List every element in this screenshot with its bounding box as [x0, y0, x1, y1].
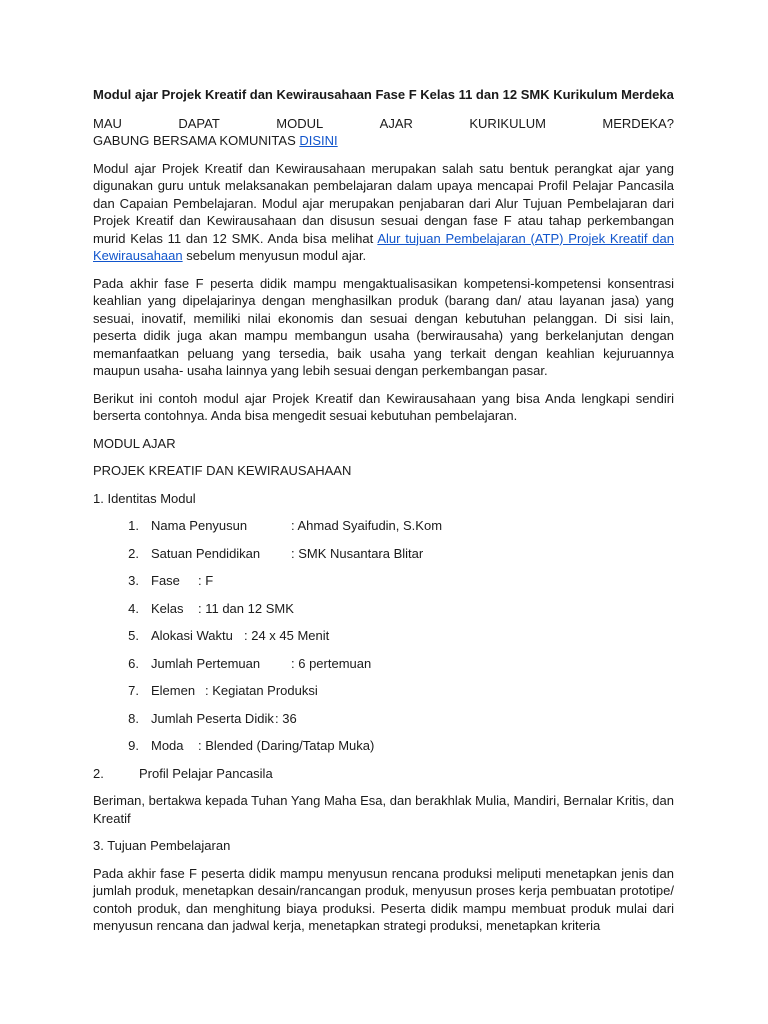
identity-list: [93, 517, 674, 755]
cta-line-2-text: GABUNG BERSAMA KOMUNITAS: [93, 133, 300, 148]
list-number: 1.: [128, 518, 139, 533]
list-item: [93, 600, 674, 618]
list-label: Alokasi Waktu: [151, 628, 233, 643]
list-item: [93, 545, 674, 563]
section-profil-pelajar: [93, 765, 674, 783]
list-label: Moda: [151, 738, 184, 753]
heading-projek: PROJEK KREATIF DAN KEWIRAUSAHAAN: [93, 463, 352, 478]
intro-text: Modul ajar Projek Kreatif dan Kewirausahaan merupakan salah satu bentuk perangkat ajar yang digunakan guru untuk melaksanakan pembelajaran dalam upaya mencapai Profil Pelajar Pancasila dan Capaian Pembelajaran. Modul ajar merupakan penjabaran dari Alur Tujuan Pembelajaran dari Projek Kreatif dan Kewirausahaan dan disusun sesuai dengan fase F atau tahap perkembangan murid Kelas 11 dan 12 SMK. Anda bisa melihat: [93, 160, 674, 246]
list-label: Jumlah Peserta Didik: [151, 710, 274, 726]
cta-word: KURIKULUM: [469, 115, 546, 131]
list-label: Nama Penyusun: [151, 518, 248, 533]
list-number: 4.: [128, 600, 139, 616]
section-identitas-modul: 1. Identitas Modul: [93, 490, 196, 506]
list-value: : Blended (Daring/Tatap Muka): [198, 738, 375, 753]
cta-word: MODUL: [276, 115, 324, 131]
list-value: : SMK Nusantara Blitar: [291, 545, 424, 561]
list-number: 6.: [128, 655, 139, 671]
example-paragraph: Berikut ini contoh modul ajar Projek Kreatif dan Kewirausahaan yang bisa Anda lengkapi sendiri berserta contohnya. Anda bisa mengedit sesuai kebutuhan pembelajaran.: [93, 390, 674, 423]
list-number: 7.: [128, 683, 139, 698]
intro-paragraph: [93, 160, 674, 265]
list-label: Jumlah Pertemuan: [151, 655, 261, 671]
profil-paragraph: Beriman, bertakwa kepada Tuhan Yang Maha Esa, dan berakhlak Mulia, Mandiri, Bernalar Kritis, dan Kreatif: [93, 793, 674, 826]
list-label: Kelas: [151, 600, 184, 616]
list-number: 9.: [128, 738, 139, 753]
cta-word: AJAR: [379, 115, 413, 131]
fase-f-paragraph: Pada akhir fase F peserta didik mampu mengaktualisasikan kompetensi-kompetensi konsentrasi keahlian yang dipelajarinya dengan menghasilkan produk (barang dan/ atau layanan jasa) yang sesuai, inovatif, memiliki nilai ekonomis dan sesuai dengan kebutuhan pelanggan. Di sisi lain, peserta didik juga akan mampu membangun usaha (berwirausaha) yang berkelanjutan dengan memanfaatkan peluang yang tersedia, baik usaha yang terkait dengan keahlian kejuruannya maupun usaha- usaha lainnya yang lebih sesuai dengan perkembangan pasar.: [93, 275, 674, 378]
list-value: : Ahmad Syaifudin, S.Kom: [291, 518, 443, 533]
list-value: : 6 pertemuan: [291, 655, 372, 671]
list-item: [93, 572, 674, 590]
list-number: 5.: [128, 628, 139, 643]
list-item: [93, 737, 674, 755]
list-value: : Kegiatan Produksi: [205, 683, 318, 698]
cta-line-1: [93, 115, 674, 133]
list-value: : 36: [275, 710, 297, 726]
list-value: : 11 dan 12 SMK: [198, 600, 294, 616]
cta-line-2: [93, 132, 674, 150]
cta-word: MERDEKA?: [602, 115, 674, 131]
section-label: Profil Pelajar Pancasila: [139, 765, 273, 781]
atp-link[interactable]: Alur tujuan Pembelajaran (ATP) Projek Kreatif dan Kewirausahaan: [93, 230, 674, 263]
cta-word: MAU: [93, 115, 122, 131]
cta-word: DAPAT: [178, 115, 220, 131]
list-label: Satuan Pendidikan: [151, 545, 261, 561]
list-label: Fase: [151, 573, 180, 588]
section-number: 2.: [93, 765, 104, 781]
document-title: Modul ajar Projek Kreatif dan Kewirausahaan Fase F Kelas 11 dan 12 SMK Kurikulum Merdeka: [93, 87, 674, 102]
list-item: [93, 682, 674, 700]
list-number: 8.: [128, 710, 139, 726]
list-number: 3.: [128, 573, 139, 588]
disini-link[interactable]: DISINI: [299, 133, 338, 148]
list-number: 2.: [128, 545, 139, 561]
list-item: [93, 627, 674, 645]
list-item: [93, 517, 674, 535]
list-item: [93, 710, 674, 728]
section-tujuan-pembelajaran: 3. Tujuan Pembelajaran: [93, 838, 231, 853]
heading-modul-ajar: MODUL AJAR: [93, 435, 176, 451]
community-cta: [93, 115, 674, 150]
list-value: : 24 x 45 Menit: [244, 628, 330, 643]
tujuan-paragraph: Pada akhir fase F peserta didik mampu menyusun rencana produksi meliputi menetapkan jenis dan jumlah produk, menetapkan desain/rancangan produk, menyusun proses kerja pembuatan prototipe/ contoh produk, dan menghitung biaya produksi. Peserta didik mampu membuat produk mulai dari menyusun rencana dan jadwal kerja, menetapkan strategi produksi, menetapkan kriteria: [93, 865, 674, 933]
intro-text-after: sebelum menyusun modul ajar.: [182, 248, 367, 263]
list-value: : F: [198, 573, 214, 588]
list-label: Elemen: [151, 683, 196, 698]
list-item: [93, 655, 674, 673]
